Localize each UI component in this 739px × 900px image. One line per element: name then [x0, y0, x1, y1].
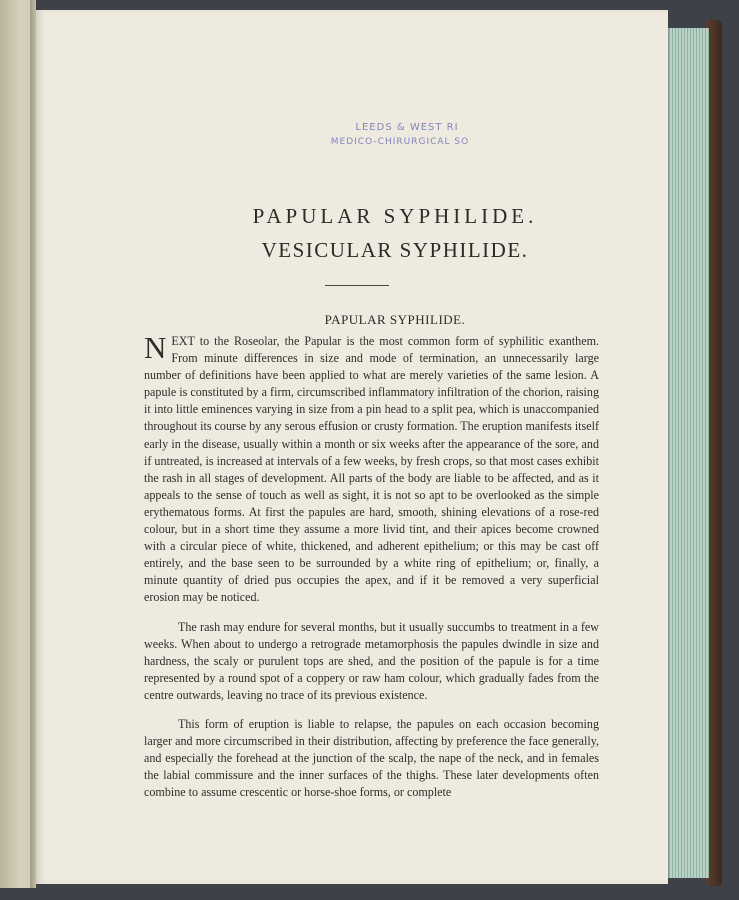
library-stamp-line-2: MEDICO-CHIRURGICAL SO — [330, 137, 470, 147]
title-divider — [325, 285, 389, 286]
book-page — [36, 10, 668, 884]
body-text — [144, 330, 599, 801]
page-title: PAPULAR SYPHILIDE. — [252, 204, 538, 228]
paragraph-1-text: EXT to the Roseolar, the Papular is the most common form of syphilitic exanthem. From minute differences in size and mode of termination, an unnecessarily large number of definitions have been applied to what are merely varieties of the same lesion. A papule is constituted by a firm, circumscribed inflammatory infiltration of the chorion, raising it into little eminences varying in size from a pin head to a split pea, which is unaccompanied throughout its course by any serous effusion or crusty formation. The eruption manifests itself early in the disease, usually within a month or six weeks after the appearance of the sore, and if untreated, is increased at intervals of a few weeks, by fresh crops, so that most cases exhibit the rash in all stages of development. All parts of the body are liable to be affected, and as it appeals to the sense of touch as well as sight, it is not so apt to be overlooked as the simple erythematous forms. At first the papules are hard, smooth, shining elevations of a rose-red colour, but in a short time they assume a more livid tint, and their apices become crowned with a circular piece of white, thickened, and adherent epithelium; or this may be cast off entirely, and the base seen to be surrounded by a white ring of epithelium; or, finally, a minute quantity of dried pus occupies the apex, and if it be removed a very superficial erosion may be noticed. — [144, 334, 599, 605]
section-heading: PAPULAR SYPHILIDE. — [324, 312, 466, 327]
page-edges — [668, 28, 709, 878]
page-subtitle: VESICULAR SYPHILIDE. — [261, 238, 529, 262]
paragraph-3: This form of eruption is liable to relapse, the papules on each occasion becoming larger and more circumscribed in their distribution, affecting by preference the face generally, and especially the forehead at the junction of the scalp, the nape of the neck, and in females the labial commissure and the inner surfaces of the thighs. These later developments often combine to assume crescentic or horse-shoe forms, or complete — [144, 716, 599, 800]
paragraph-1 — [144, 330, 599, 607]
drop-cap: N — [144, 330, 167, 365]
library-stamp-line-1: LEEDS & WEST RI — [355, 122, 459, 133]
paragraph-2: The rash may endure for several months, but it usually succumbs to treatment in a few weeks. When about to undergo a retrograde metamorphosis the papules dwindle in size and hardness, the scaly or purulent tops are shed, and the position of the papule is for a time represented by a round spot of a coppery or raw ham colour, which gradually fades from the centre outwards, leaving no trace of its previous existence. — [144, 619, 599, 702]
